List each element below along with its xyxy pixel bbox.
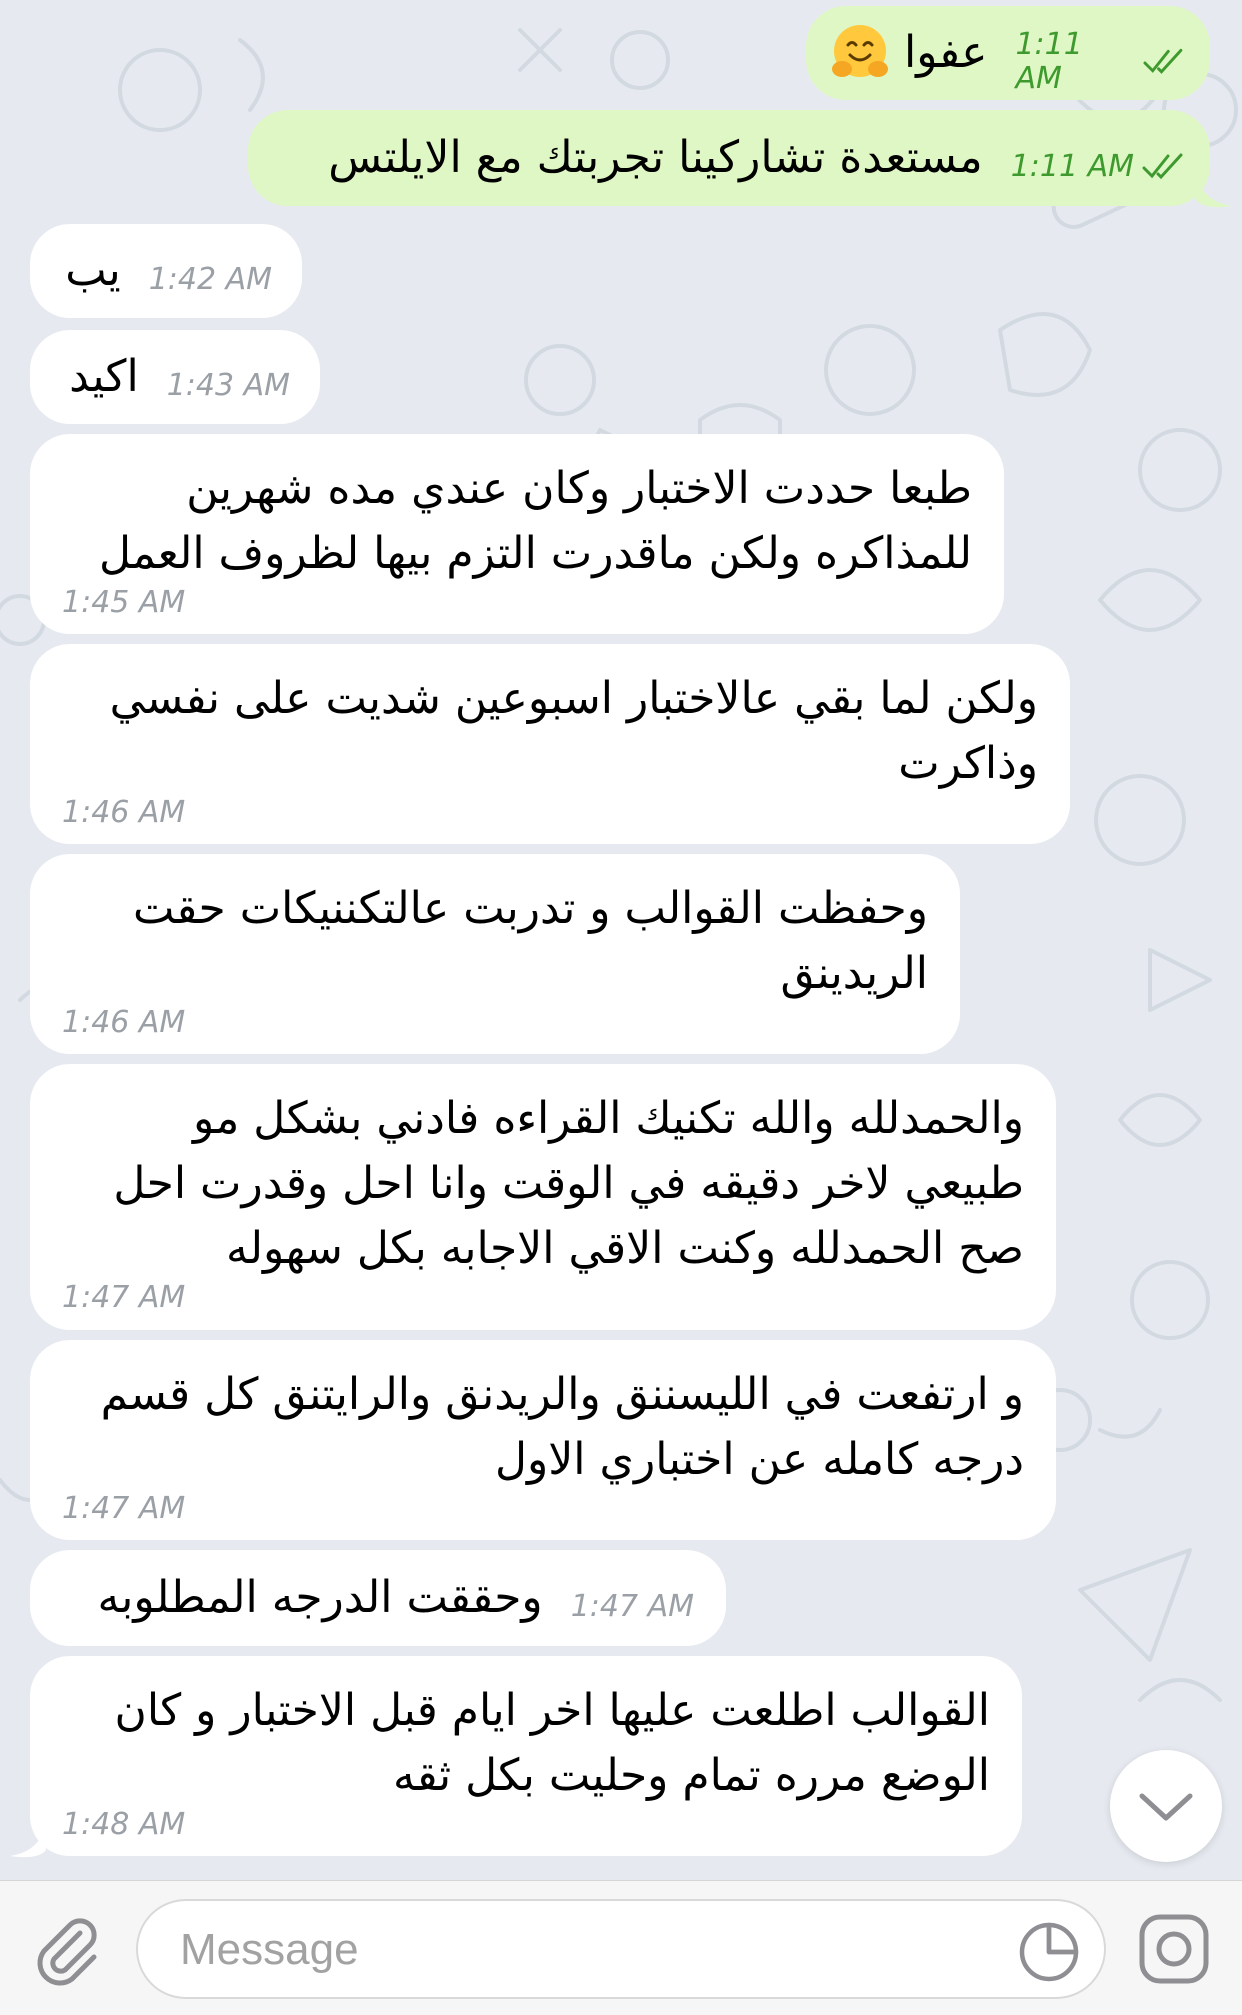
- message-bubble-incoming[interactable]: [30, 644, 1070, 844]
- attach-button[interactable]: [28, 1911, 104, 1987]
- message-bubble-incoming[interactable]: [30, 1656, 1022, 1856]
- message-text: القوالب اطلعت عليها اخر ايام قبل الاختبار و كان الوضع مرره تمام وحليت بكل ثقه: [114, 1685, 990, 1801]
- hugging-face-emoji-icon: [830, 23, 890, 83]
- instagram-camera-icon: [1136, 1911, 1212, 1987]
- scroll-to-bottom-button[interactable]: [1110, 1750, 1222, 1862]
- message-bubble-incoming[interactable]: [30, 434, 1004, 634]
- message-time: 1:46 AM: [62, 1005, 186, 1040]
- message-time: 1:11 AM: [1015, 27, 1083, 96]
- message-bubble-outgoing[interactable]: [806, 6, 1210, 100]
- message-time: 1:47 AM: [62, 1491, 186, 1526]
- bubble-tail-outgoing: [1196, 176, 1236, 208]
- message-bubble-incoming[interactable]: [30, 330, 320, 424]
- message-time: 1:45 AM: [62, 585, 186, 620]
- double-check-icon: [1142, 152, 1186, 182]
- double-check-icon: [1143, 47, 1186, 77]
- message-time: 1:46 AM: [62, 795, 186, 830]
- message-text: ولكن لما بقي عالاختبار اسبوعين شديت على نفسي وذاكرت: [109, 673, 1038, 789]
- message-meta: [1011, 150, 1186, 184]
- message-text: طبعا حددت الاختبار وكان عندي مده شهرين للمذاكره ولكن ماقدرت التزم بيها لظروف العمل: [98, 463, 972, 579]
- chevron-down-icon: [1136, 1786, 1196, 1826]
- message-text: وحققت الدرجه المطلوبه: [97, 1572, 543, 1623]
- message-input[interactable]: [178, 1911, 1022, 1989]
- message-bubble-incoming[interactable]: [30, 1550, 726, 1646]
- message-text: مستعدة تشاركينا تجربتك مع الايلتس: [328, 132, 983, 183]
- sticker-icon: [1018, 1921, 1080, 1983]
- sticker-button[interactable]: [1018, 1921, 1080, 1983]
- message-time: 1:11 AM: [1010, 149, 1134, 184]
- message-composer-bar: [0, 1880, 1242, 2015]
- message-time: 1:42 AM: [148, 262, 272, 297]
- message-text-content: عفوا: [904, 27, 988, 78]
- message-text: [830, 23, 987, 83]
- message-bubble-outgoing[interactable]: [248, 110, 1210, 206]
- message-bubble-incoming[interactable]: [30, 1340, 1056, 1540]
- message-meta: [1015, 28, 1186, 96]
- message-text: اكيد: [69, 351, 139, 402]
- message-time: 1:48 AM: [62, 1807, 186, 1842]
- bubble-tail-incoming: [6, 1826, 46, 1858]
- message-input-wrapper: [136, 1899, 1106, 1999]
- camera-button[interactable]: [1136, 1911, 1212, 1987]
- paperclip-icon: [28, 1911, 104, 1987]
- message-text: وحفظت القوالب و تدربت عالتكننيكات حقت الريدينق: [133, 883, 928, 999]
- message-time: 1:47 AM: [570, 1589, 694, 1624]
- message-time: 1:47 AM: [62, 1280, 186, 1315]
- message-time: 1:43 AM: [166, 368, 290, 403]
- message-bubble-incoming[interactable]: [30, 224, 302, 318]
- message-bubble-incoming[interactable]: [30, 854, 960, 1054]
- message-bubble-incoming[interactable]: [30, 1064, 1056, 1330]
- message-text: يب: [65, 245, 121, 296]
- message-text: والحمدلله والله تكنيك القراءه فادني بشكل مو طبيعي لاخر دقيقه في الوقت وانا احل وقدرت احل صح الحمدلله وكنت الاقي الاجابه بكل سهوله: [113, 1093, 1024, 1274]
- message-text: و ارتفعت في الليسننق والريدنق والرايتنق كل قسم درجه كامله عن اختباري الاول: [100, 1369, 1024, 1485]
